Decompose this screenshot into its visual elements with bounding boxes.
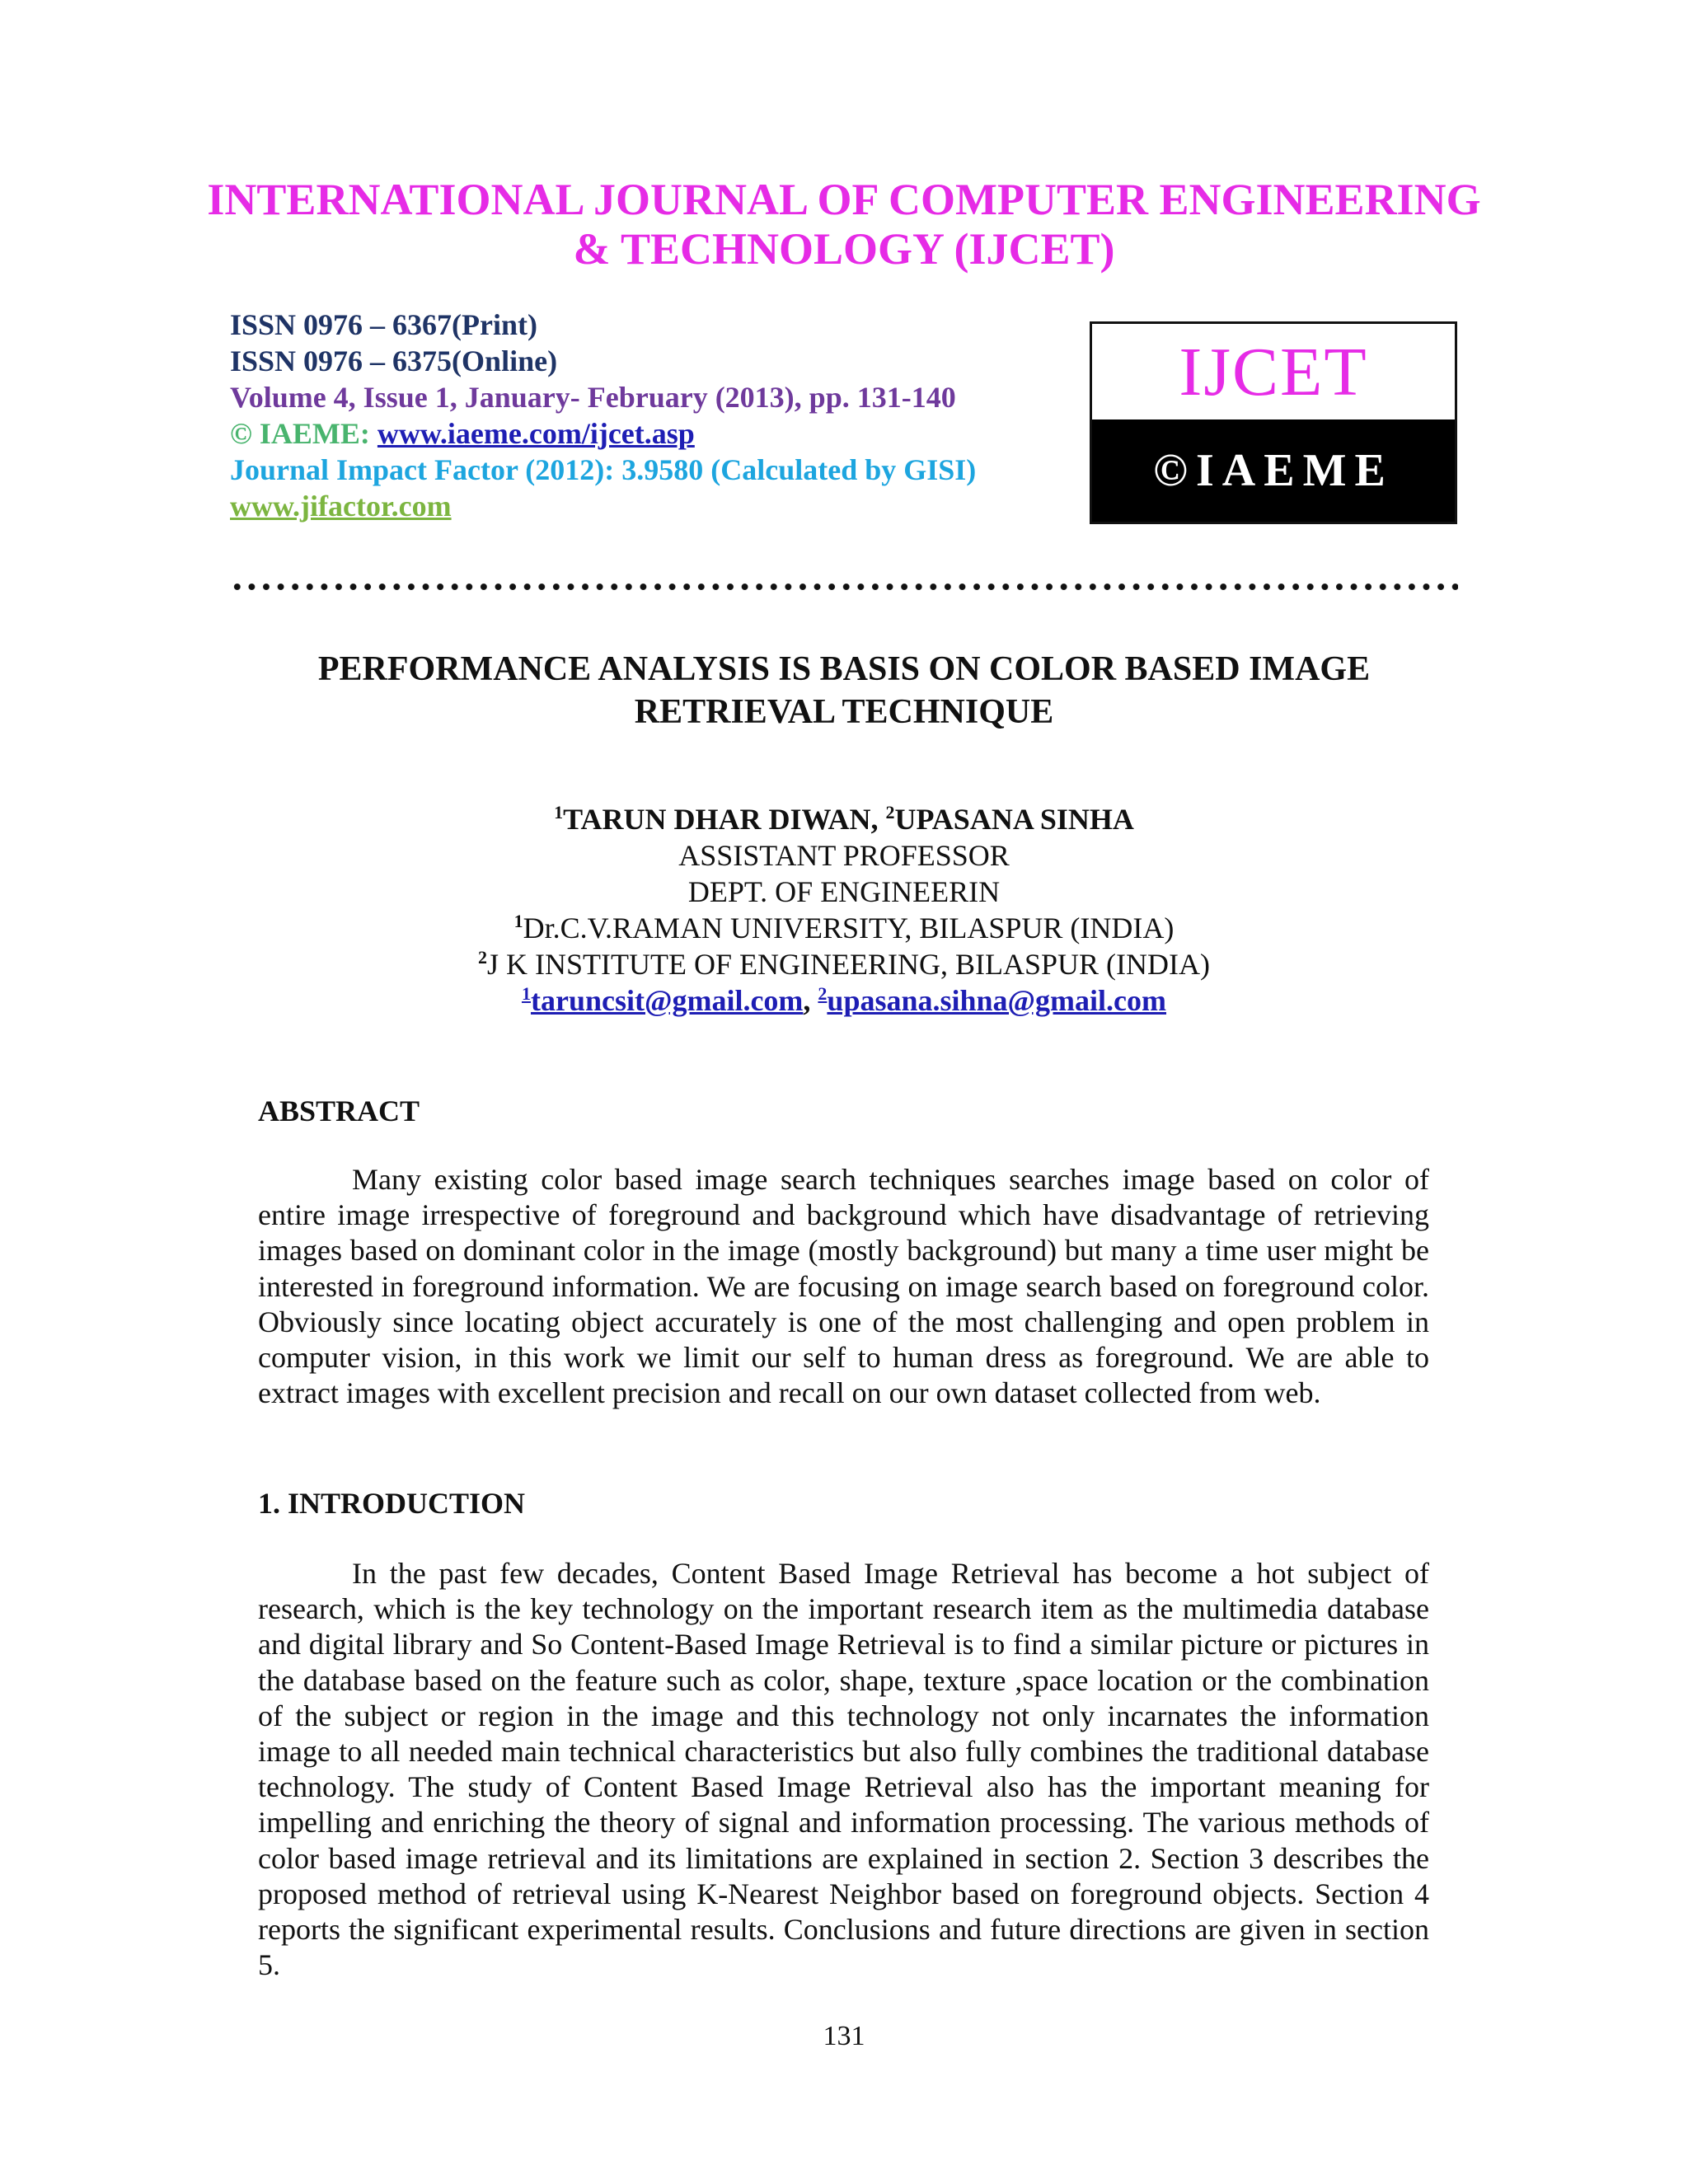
introduction-paragraph: In the past few decades, Content Based Image Retrieval has become a hot subject of research, which is the key technology on the important research item as the multimedia database and digital library and So Content-Based Image Retrieval is to find a similar picture or pictures in the database based on the feature such as color, shape, texture ,space location or the combination of the subject or region in the image and this technology not only incarnates the information image to all needed main technical characteristics but also fully combines the traditional database technology. The study of Content Based Image Retrieval also has the important meaning for impelling and enriching the theory of signal and information processing. The various methods of color based image retrieval and its limitations are explained in section 2. Section 3 describes the proposed method of retrieval using K-Nearest Neighbor based on foreground objects. Section 4 reports the significant experimental results. Conclusions and future directions are given in section 5. xyxy=(258,1557,1429,1982)
paper-title xyxy=(230,648,1458,733)
author2-name: UPASANA SINHA xyxy=(894,803,1134,836)
affiliation-2 xyxy=(230,946,1458,982)
logo-iaeme-text: ©IAEME xyxy=(1092,419,1455,522)
email1-link[interactable]: taruncsit@gmail.com xyxy=(530,984,804,1017)
issn-online: ISSN 0976 – 6375(Online) xyxy=(230,344,558,377)
introduction-heading: 1. INTRODUCTION xyxy=(258,1487,526,1520)
journal-metadata xyxy=(230,307,1054,524)
email2-superscript: 2 xyxy=(818,983,828,1004)
dotted-divider xyxy=(230,577,1458,597)
abstract-paragraph: Many existing color based image search techniques searches image based on color of entire image irrespective of foreground and background which have disadvantage of retrieving images based on dominant color in the image (mostly background) but many a time user might be interested in foreground information. We are focusing on image search based on foreground color. Obviously since locating object accurately is one of the most challenging and open problem in computer vision, in this work we limit our self to human dress as foreground. We are able to extract images with excellent precision and recall on our own dataset collected from web. xyxy=(258,1163,1429,1410)
paper-title-line2: RETRIEVAL TECHNIQUE xyxy=(634,693,1054,731)
copyright-prefix: © IAEME: xyxy=(230,417,377,450)
journal-website-link[interactable]: www.iaeme.com/ijcet.asp xyxy=(377,417,695,450)
affiliation1-superscript: 1 xyxy=(513,911,523,931)
author-block xyxy=(230,801,1458,1019)
journal-title-line2: & TECHNOLOGY (IJCET) xyxy=(573,224,1115,274)
impact-factor: Journal Impact Factor (2012): 3.9580 (Calculated by GISI) xyxy=(230,453,977,486)
author-department: DEPT. OF ENGINEERIN xyxy=(687,875,1001,908)
affiliation1-text: Dr.C.V.RAMAN UNIVERSITY, BILASPUR (INDIA) xyxy=(523,912,1175,944)
volume-info: Volume 4, Issue 1, January- February (2013), pp. 131-140 xyxy=(230,381,956,414)
abstract-heading: ABSTRACT xyxy=(258,1094,420,1127)
ijcet-logo xyxy=(1090,321,1457,524)
author-names xyxy=(230,801,1458,837)
jifactor-link[interactable]: www.jifactor.com xyxy=(230,490,452,523)
email2-link[interactable]: upasana.sihna@gmail.com xyxy=(827,984,1166,1017)
email-separator: , xyxy=(803,984,818,1017)
author1-name: TARUN DHAR DIWAN, xyxy=(563,803,886,836)
issn-print: ISSN 0976 – 6367(Print) xyxy=(230,308,538,341)
journal-title xyxy=(115,175,1573,274)
author-emails xyxy=(230,982,1458,1019)
affiliation-1 xyxy=(230,910,1458,946)
journal-title-line1: INTERNATIONAL JOURNAL OF COMPUTER ENGINEERING xyxy=(207,175,1481,224)
copyright-line xyxy=(230,415,1054,452)
affiliation2-text: J K INSTITUTE OF ENGINEERING, BILASPUR (INDIA) xyxy=(487,948,1210,981)
logo-ijcet-text: IJCET xyxy=(1179,333,1368,410)
paper-title-line1: PERFORMANCE ANALYSIS IS BASIS ON COLOR BASED IMAGE xyxy=(317,650,1371,688)
author-position: ASSISTANT PROFESSOR xyxy=(678,839,1010,872)
page-number: 131 xyxy=(823,2021,865,2051)
author1-superscript: 1 xyxy=(554,802,564,823)
author2-superscript: 2 xyxy=(885,802,895,823)
email1-superscript: 1 xyxy=(521,983,531,1004)
affiliation2-superscript: 2 xyxy=(478,947,488,968)
